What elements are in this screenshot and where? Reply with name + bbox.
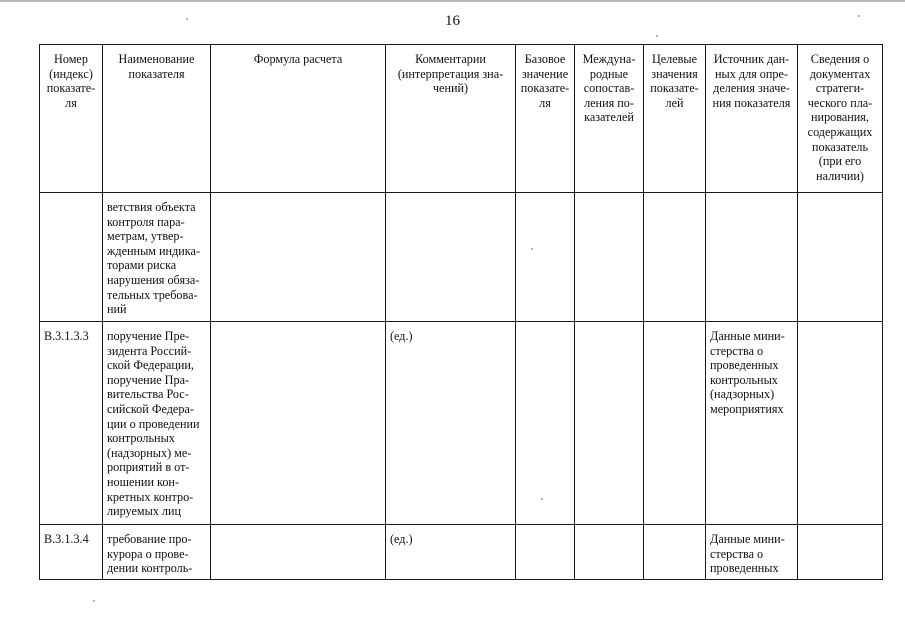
cell-base-value <box>516 322 575 525</box>
cell-comment <box>386 193 516 322</box>
scan-speck <box>186 18 188 20</box>
header-index: Номер (индекс) показате-ля <box>40 45 103 193</box>
header-formula: Формула расчета <box>211 45 386 193</box>
cell-target-values <box>644 525 706 580</box>
scan-speck <box>656 35 658 37</box>
cell-target-values <box>644 322 706 525</box>
cell-data-source <box>706 193 798 322</box>
header-planning-docs: Сведения о документах стратеги-ческого пла-нирования, содержащих показатель (при его наличии) <box>798 45 883 193</box>
table-row <box>40 322 883 525</box>
cell-international <box>575 193 644 322</box>
cell-international <box>575 322 644 525</box>
header-target-values: Целевые значения показате-лей <box>644 45 706 193</box>
table-row <box>40 525 883 580</box>
cell-planning-docs <box>798 193 883 322</box>
cell-data-source: Данные мини-стерства о проведенных контрольных (надзорных) мероприятиях <box>706 322 798 525</box>
header-international: Междуна-родные сопостав-ления по-казателей <box>575 45 644 193</box>
cell-data-source: Данные мини-стерства о проведенных <box>706 525 798 580</box>
cell-formula <box>211 525 386 580</box>
cell-comment: (ед.) <box>386 525 516 580</box>
cell-international <box>575 525 644 580</box>
scan-top-edge <box>0 0 905 2</box>
header-comment: Комментарии (интерпретация зна-чений) <box>386 45 516 193</box>
cell-formula <box>211 322 386 525</box>
header-data-source: Источник дан-ных для опре-деления значе-ния показателя <box>706 45 798 193</box>
cell-target-values <box>644 193 706 322</box>
cell-name: ветствия объекта контроля пара-метрам, утвер-жденным индика-торами риска нарушения обяза-тельных требова-ний <box>103 193 211 322</box>
table-header-row <box>40 45 883 193</box>
header-name: Наименование показателя <box>103 45 211 193</box>
header-base-value: Базовое значение показате-ля <box>516 45 575 193</box>
cell-formula <box>211 193 386 322</box>
cell-index: В.3.1.3.4 <box>40 525 103 580</box>
cell-base-value <box>516 525 575 580</box>
cell-index: В.3.1.3.3 <box>40 322 103 525</box>
cell-base-value <box>516 193 575 322</box>
cell-comment: (ед.) <box>386 322 516 525</box>
indicators-table <box>39 44 883 580</box>
cell-name: требование про-курора о прове-дении контроль- <box>103 525 211 580</box>
cell-planning-docs <box>798 322 883 525</box>
scan-speck <box>93 600 95 602</box>
scan-speck <box>858 15 860 17</box>
page-number: 16 <box>445 13 460 29</box>
cell-planning-docs <box>798 525 883 580</box>
table-row <box>40 193 883 322</box>
cell-index <box>40 193 103 322</box>
cell-name: поручение Пре-зидента Россий-ской Федерации, поручение Пра-вительства Рос-сийской Федера-ции о проведении контрольных (надзорных) ме-роприятий в от-ношении кон-кретных контро-лируемых лиц <box>103 322 211 525</box>
